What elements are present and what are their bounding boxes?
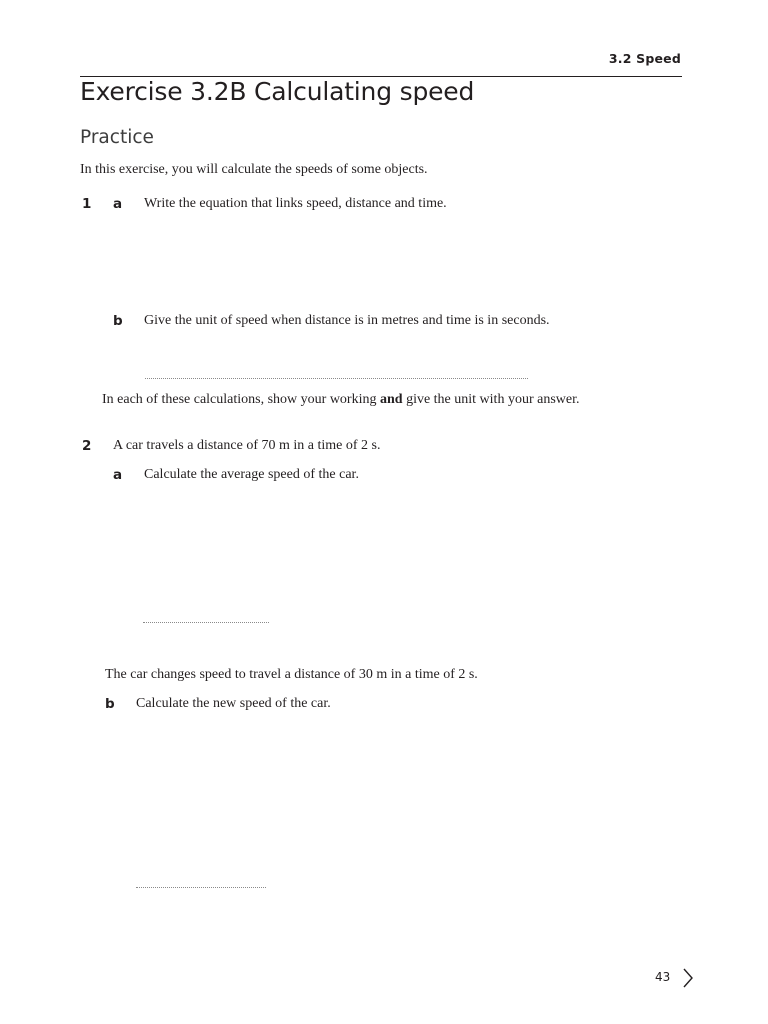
question-1-number: 1 <box>82 196 92 212</box>
question-2b-label: b <box>105 696 115 712</box>
question-2a-label: a <box>113 467 123 483</box>
running-head: 3.2 Speed <box>608 51 681 66</box>
question-1b-label: b <box>113 313 123 329</box>
answer-line-2a[interactable] <box>143 622 269 623</box>
question-2a-text: Calculate the average speed of the car. <box>144 467 359 482</box>
instruction-after: give the unit with your answer. <box>402 392 580 407</box>
chevron-right-icon[interactable] <box>681 966 695 990</box>
page-number: 43 <box>655 970 671 984</box>
question-1b-text: Give the unit of speed when distance is in metres and time is in seconds. <box>144 313 550 328</box>
question-1a-text: Write the equation that links speed, distance and time. <box>144 196 447 211</box>
question-2-number: 2 <box>82 438 92 454</box>
intro-text: In this exercise, you will calculate the speeds of some objects. <box>80 162 428 177</box>
question-1a-label: a <box>113 196 123 212</box>
section-heading: Practice <box>80 127 154 148</box>
question-2-middle-text: The car changes speed to travel a distance of 30 m in a time of 2 s. <box>105 667 478 682</box>
answer-line-1b[interactable] <box>145 378 528 379</box>
instruction-before: In each of these calculations, show your working <box>102 392 380 407</box>
working-instruction <box>102 392 579 408</box>
instruction-bold: and <box>379 392 403 407</box>
answer-line-2b[interactable] <box>136 887 266 888</box>
exercise-title: Exercise 3.2B Calculating speed <box>80 77 475 106</box>
question-2b-text: Calculate the new speed of the car. <box>136 696 331 711</box>
question-2-stem: A car travels a distance of 70 m in a time of 2 s. <box>113 438 381 453</box>
